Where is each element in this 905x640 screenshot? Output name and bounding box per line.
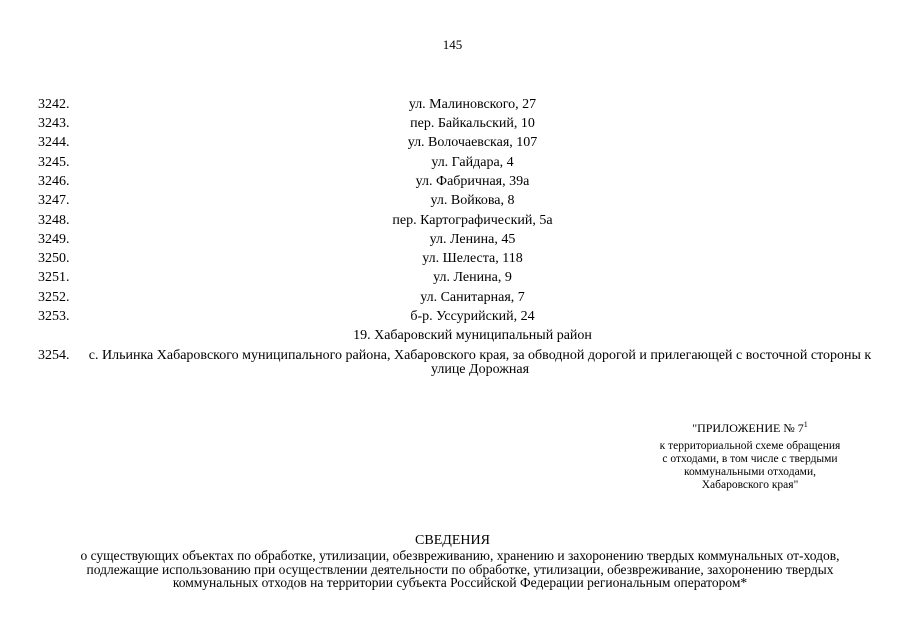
appendix-line: к территориальной схеме обращения — [659, 440, 841, 452]
row-number: 3243. — [38, 116, 70, 131]
district-heading: 19. Хабаровский муниципальный район — [353, 328, 592, 343]
row-address: ул. Гайдара, 4 — [431, 155, 514, 170]
table-row — [0, 249, 905, 268]
table-row — [0, 172, 905, 191]
row-number: 3249. — [38, 232, 70, 247]
table-row — [0, 133, 905, 152]
table-row — [0, 288, 905, 307]
row-address: ул. Малиновского, 27 — [408, 97, 537, 112]
page-number: 145 — [442, 37, 463, 52]
section-description: о существующих объектах по обработке, утилизации, обезвреживанию, хранению и захоронению твердых коммунальных от-ходов, подлежащие использованию при осуществлении деятельности по обработке, утилизации, обезвреживание, захоронению твердых коммунальных отходов на территории субъекта Российской Федерации региональным оператором* — [80, 548, 840, 590]
row-number: 3242. — [38, 97, 70, 112]
row-address: с. Ильинка Хабаровского муниципального района, Хабаровского края, за обводной дорогой и прилегающей с восточной стороны к улице Дорожная — [88, 348, 872, 377]
table-row — [0, 230, 905, 249]
row-address: ул. Волочаевская, 107 — [407, 135, 538, 150]
row-number: 3248. — [38, 213, 70, 228]
table-row — [0, 268, 905, 287]
row-number: 3247. — [38, 193, 70, 208]
row-address: пер. Байкальский, 10 — [410, 116, 535, 131]
row-address: ул. Ленина, 9 — [433, 270, 512, 285]
row-address: ул. Шелеста, 118 — [422, 251, 523, 266]
table-row — [0, 211, 905, 230]
row-address: ул. Санитарная, 7 — [420, 290, 525, 305]
row-number: 3253. — [38, 309, 70, 324]
row-number: 3245. — [38, 155, 70, 170]
row-number: 3251. — [38, 270, 70, 285]
table-row — [0, 95, 905, 114]
table-row — [0, 307, 905, 326]
row-address: ул. Фабричная, 39а — [415, 174, 530, 189]
appendix-line: с отходами, в том числе с твердыми — [662, 453, 838, 465]
row-number: 3246. — [38, 174, 70, 189]
appendix-superscript: 1 — [803, 420, 808, 429]
table-row — [0, 191, 905, 210]
table-row — [0, 114, 905, 133]
section-title: СВЕДЕНИЯ — [415, 533, 490, 548]
table-row — [0, 153, 905, 172]
appendix-line: коммунальными отходами, — [684, 466, 816, 478]
row-number: 3244. — [38, 135, 70, 150]
appendix-heading — [620, 418, 880, 435]
appendix-title: "ПРИЛОЖЕНИЕ № 7 — [692, 421, 804, 435]
row-address: ул. Ленина, 45 — [429, 232, 516, 247]
row-address: ул. Войкова, 8 — [430, 193, 515, 208]
row-number: 3254. — [38, 348, 70, 363]
appendix-block — [620, 418, 880, 492]
appendix-line: Хабаровского края" — [701, 479, 799, 491]
row-address: пер. Картографический, 5а — [392, 213, 553, 228]
row-address: б-р. Уссурийский, 24 — [410, 309, 535, 324]
row-number: 3252. — [38, 290, 70, 305]
row-number: 3250. — [38, 251, 70, 266]
